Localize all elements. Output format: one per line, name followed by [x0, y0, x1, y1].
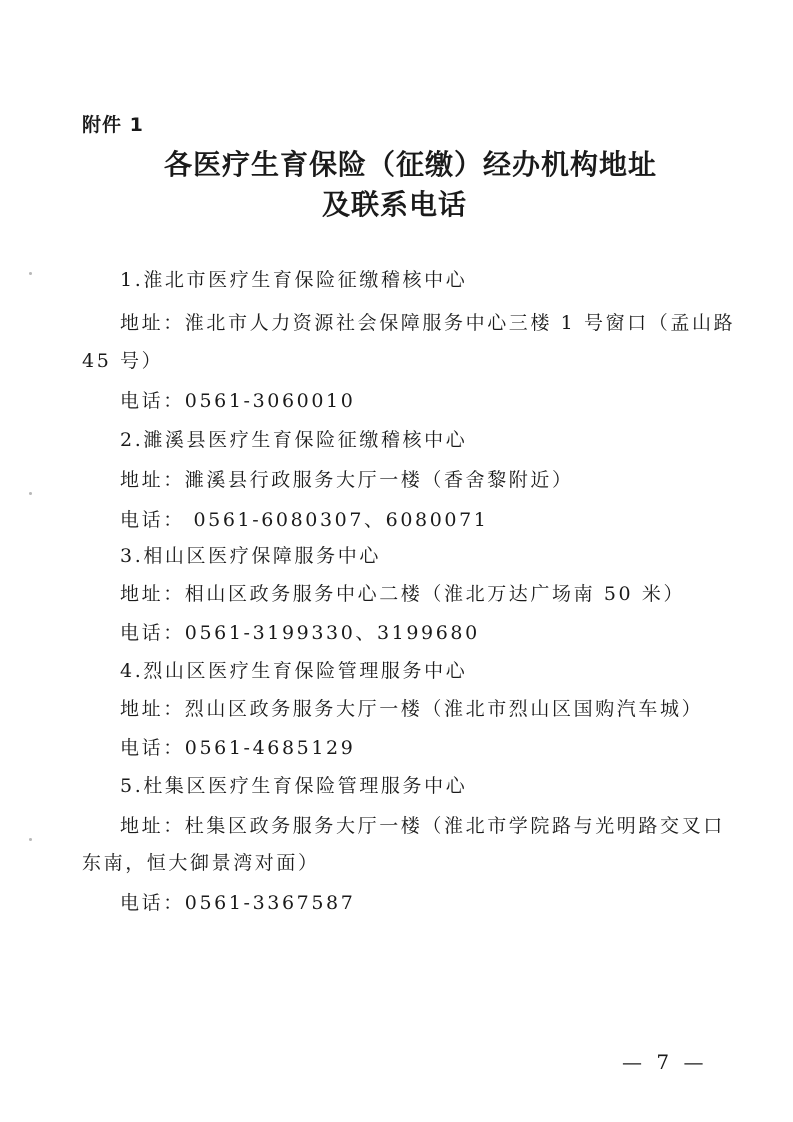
office-2-phone: 电话： 0561-6080307、6080071: [120, 509, 489, 531]
office-5-address: 地址：杜集区政务服务大厅一楼（淮北市学院路与光明路交叉口: [120, 815, 725, 837]
scan-mark: [29, 838, 32, 841]
office-1-phone: 电话：0561-3060010: [120, 390, 356, 412]
page-number: — 7 —: [622, 1050, 708, 1074]
office-1-address-continued: 45 号）: [82, 350, 164, 372]
office-3-address: 地址：相山区政务服务中心二楼（淮北万达广场南 50 米）: [120, 583, 686, 605]
office-2-heading: 2.濉溪县医疗生育保险征缴稽核中心: [120, 429, 468, 451]
office-5-heading: 5.杜集区医疗生育保险管理服务中心: [120, 775, 468, 797]
scan-mark: [29, 492, 32, 495]
office-5-phone: 电话：0561-3367587: [120, 892, 356, 914]
office-2-address: 地址：濉溪县行政服务大厅一楼（香舍黎附近）: [120, 469, 574, 491]
office-4-address: 地址：烈山区政务服务大厅一楼（淮北市烈山区国购汽车城）: [120, 698, 704, 720]
office-4-heading: 4.烈山区医疗生育保险管理服务中心: [120, 660, 468, 682]
office-4-phone: 电话：0561-4685129: [120, 737, 356, 759]
office-3-heading: 3.相山区医疗保障服务中心: [120, 545, 381, 567]
page-title: 各医疗生育保险（征缴）经办机构地址: [163, 148, 657, 181]
office-1-heading: 1.淮北市医疗生育保险征缴稽核中心: [120, 269, 468, 291]
attachment-label: 附件 1: [82, 114, 144, 136]
office-5-address-continued: 东南，恒大御景湾对面）: [82, 852, 320, 874]
page-title-line-2: 及联系电话: [321, 188, 467, 221]
office-3-phone: 电话：0561-3199330、3199680: [120, 622, 480, 644]
scan-mark: [29, 272, 32, 275]
office-1-address: 地址：淮北市人力资源社会保障服务中心三楼 1 号窗口（孟山路: [120, 312, 736, 334]
